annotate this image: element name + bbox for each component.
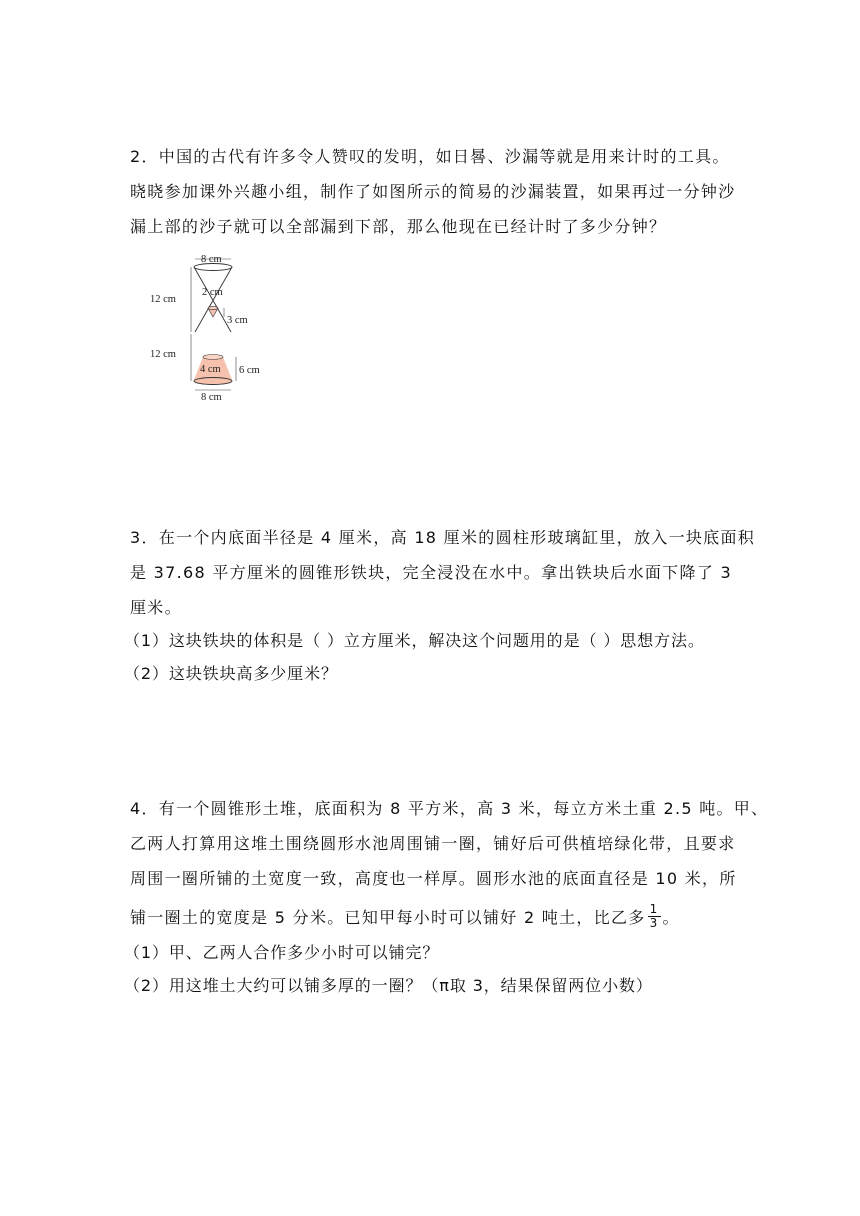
bottom-width-label: 8 cm bbox=[201, 392, 222, 403]
bottom-height-label: 12 cm bbox=[150, 349, 176, 360]
bottom-rim bbox=[194, 378, 232, 385]
top-sand-width-label: 2 cm bbox=[202, 287, 223, 298]
q2-line-3: 漏上部的沙子就可以全部漏到下部，那么他现在已经计时了多少分钟？ bbox=[130, 217, 667, 236]
q4-line-2: 乙两人打算用这堆土围绕圆形水池周围铺一圈，铺好后可供植培绿化带，且要求 bbox=[130, 834, 736, 853]
top-sand-height-label: 3 cm bbox=[227, 315, 248, 326]
bottom-sand-height-label: 6 cm bbox=[239, 365, 260, 376]
bottom-sand-width-label: 4 cm bbox=[200, 364, 221, 375]
q3-sub-1: （1）这块铁块的体积是（ ）立方厘米，解决这个问题用的是（ ）思想方法。 bbox=[124, 631, 705, 650]
top-width-label: 8 cm bbox=[201, 254, 222, 265]
q4-line-1: 4．有一个圆锥形土堆，底面积为 8 平方米，高 3 米，每立方米土重 2.5 吨。甲、 bbox=[130, 799, 769, 818]
q3-line-2: 是 37.68 平方厘米的圆锥形铁块，完全浸没在水中。拿出铁块后水面下降了 3 bbox=[130, 563, 732, 582]
q2-line-2: 晓晓参加课外兴趣小组，制作了如图所示的简易的沙漏装置，如果再过一分钟沙 bbox=[130, 182, 736, 201]
top-height-label: 12 cm bbox=[150, 294, 176, 305]
q3-line-1: 3．在一个内底面半径是 4 厘米，高 18 厘米的圆柱形玻璃缸里，放入一块底面积 bbox=[130, 528, 756, 547]
q4-line-4-text: 铺一圈土的宽度是 5 分米。已知甲每小时可以铺好 2 吨土，比乙多 bbox=[130, 908, 646, 927]
q4-line-4-end: 。 bbox=[662, 908, 680, 927]
q3-line-3: 厘米。 bbox=[130, 598, 182, 617]
q4-line-3: 周围一圈所铺的土宽度一致，高度也一样厚。圆形水池的底面直径是 10 米，所 bbox=[130, 869, 737, 888]
fraction-one-third: $\frac{1}{3}$ bbox=[649, 902, 659, 930]
q4-sub-1: （1）甲、乙两人合作多少小时可以铺完？ bbox=[124, 943, 440, 962]
hourglass-figure bbox=[150, 250, 280, 405]
hourglass-diagram bbox=[150, 250, 280, 405]
q2-line-1: 2．中国的古代有许多令人赞叹的发明，如日晷、沙漏等就是用来计时的工具。 bbox=[130, 147, 730, 166]
q4-line-4 bbox=[130, 902, 680, 932]
q4-sub-2: （2）用这堆土大约可以铺多厚的一圈？（π取 3，结果保留两位小数） bbox=[124, 976, 653, 995]
q3-sub-2: （2）这块铁块高多少厘米？ bbox=[124, 664, 338, 683]
